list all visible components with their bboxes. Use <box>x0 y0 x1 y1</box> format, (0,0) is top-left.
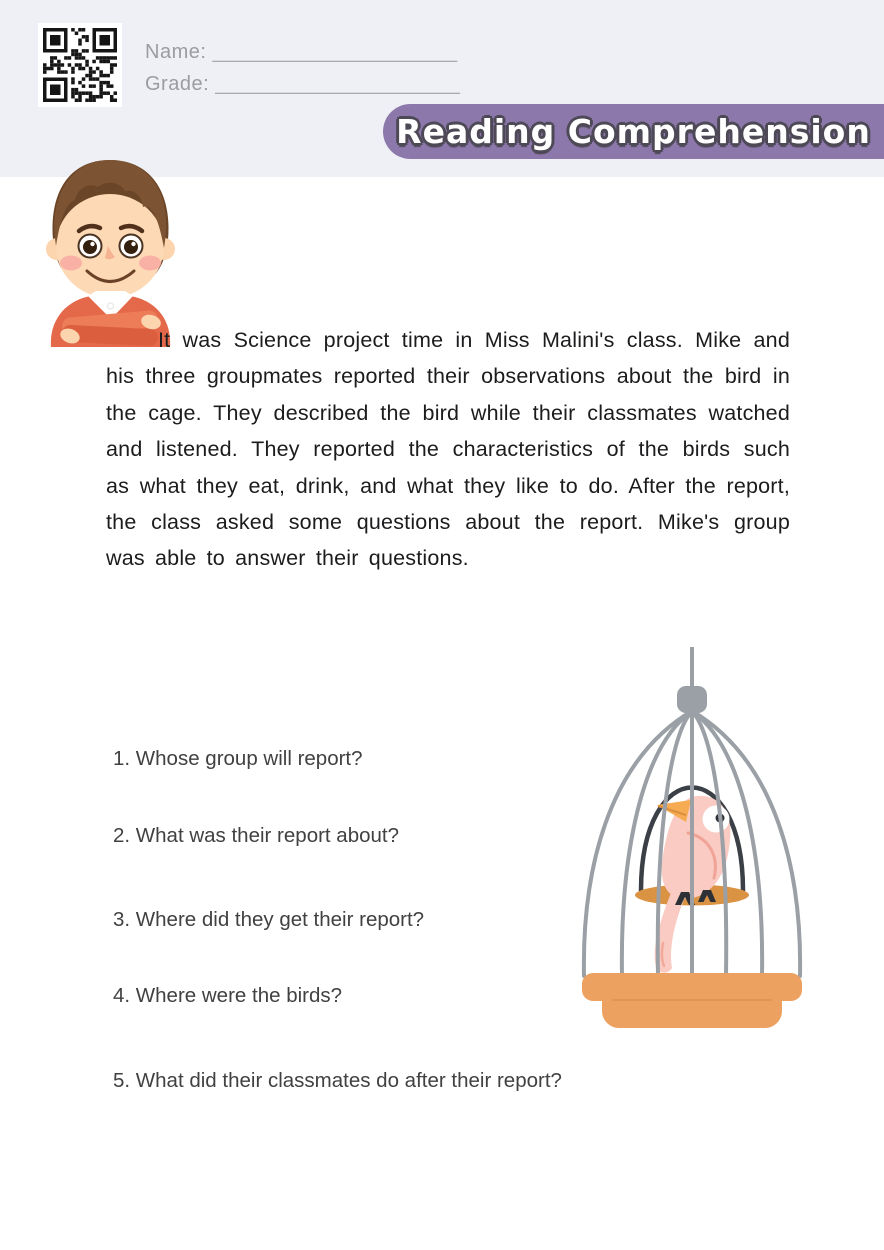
name-field-row <box>145 36 460 68</box>
name-label: Name: <box>145 41 207 63</box>
question-2: 2. What was their report about? <box>113 824 400 847</box>
student-info-fields <box>145 36 460 100</box>
question-1: 1. Whose group will report? <box>113 747 363 770</box>
cage-base <box>582 973 802 1028</box>
title-banner <box>383 104 884 159</box>
name-blank-line[interactable]: ______________________ <box>212 41 458 63</box>
boy-student-illustration <box>34 146 187 347</box>
question-4: 4. Where were the birds? <box>113 984 343 1007</box>
boy-blush-left <box>60 256 82 271</box>
grade-field-row <box>145 68 460 100</box>
grade-label: Grade: <box>145 73 210 95</box>
grade-blank-line[interactable]: ______________________ <box>215 73 460 95</box>
cage-bars <box>584 711 800 976</box>
boy-eye-left <box>83 240 97 254</box>
qr-code <box>38 23 122 107</box>
question-3: 3. Where did they get their report? <box>113 908 425 931</box>
reading-passage: It was Science project time in Miss Malini's class. Mike and his three groupmates reported their observations about the bird in the cage. They described the bird while their classmates watched and listened. They reported the characteristics of the birds such as what they eat, drink, and what they like to do. After the report, the class asked some questions about the report. Mike's group was able to answer their questions. <box>106 328 790 571</box>
question-5: 5. What did their classmates do after their report? <box>113 1069 562 1092</box>
cage-top-knob <box>677 686 707 713</box>
bird-in-cage-illustration <box>567 645 817 1030</box>
boy-blush-right <box>139 256 161 271</box>
boy-eye-right <box>124 240 138 254</box>
boy-collar-button <box>108 303 114 309</box>
page-title: Reading Comprehension <box>396 112 871 151</box>
